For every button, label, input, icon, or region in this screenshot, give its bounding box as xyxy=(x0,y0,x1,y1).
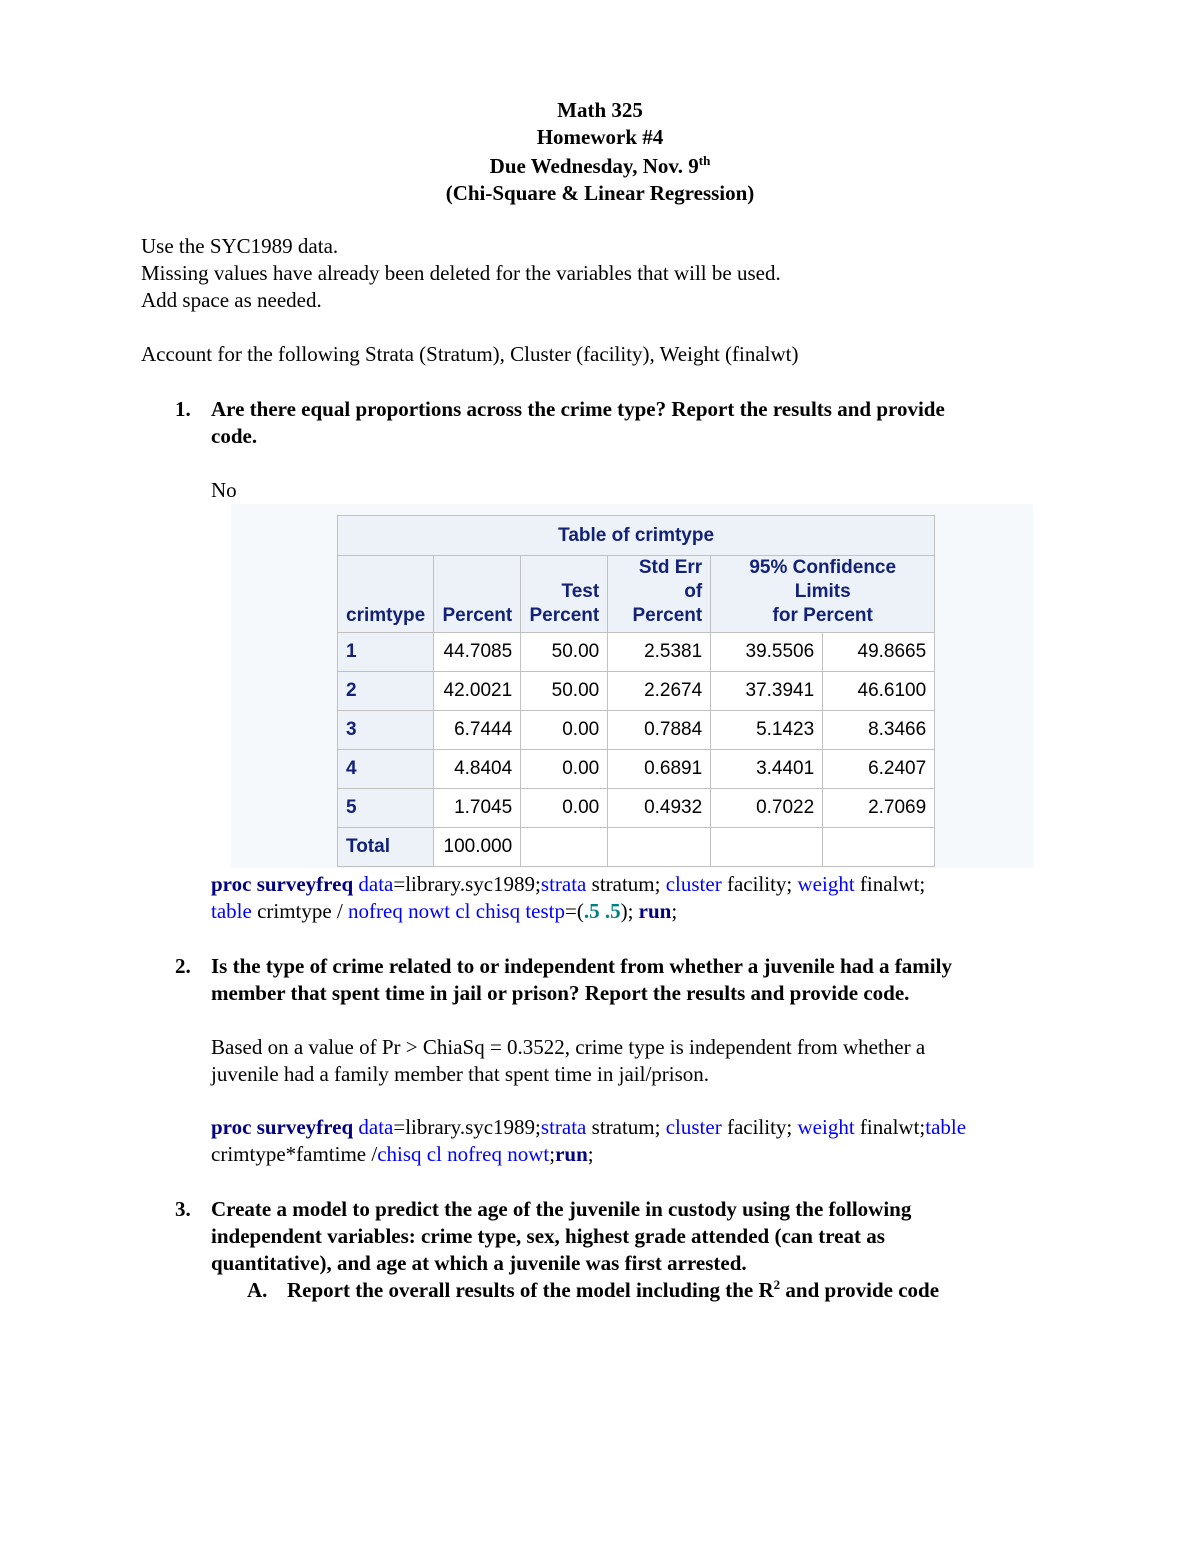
question-3-line-3: quantitative), and age at which a juvenile was first arrested. xyxy=(211,1251,747,1275)
code-token: ; xyxy=(587,1142,594,1166)
code-token: finalwt; xyxy=(854,1115,926,1139)
question-2-line-1: Is the type of crime related to or independent from whether a juvenile had a family xyxy=(211,954,952,978)
code-token: crimtype*famtime / xyxy=(211,1142,378,1166)
cell-stderr: 0.6891 xyxy=(608,750,711,789)
table-row xyxy=(338,789,935,828)
code-token: run xyxy=(638,899,672,923)
code-token: table xyxy=(211,899,252,923)
code-token: =library.syc1989; xyxy=(393,1115,541,1139)
header-stderr-2: Percent xyxy=(632,605,703,626)
code-token: facility; xyxy=(721,1115,798,1139)
header-ci-2: for Percent xyxy=(772,605,873,626)
code-token: =library.syc1989; xyxy=(393,872,541,896)
row-label: 3 xyxy=(338,711,434,750)
cell-test: 0.00 xyxy=(521,789,608,828)
code-token: stratum; xyxy=(586,872,666,896)
due-date xyxy=(0,153,1200,180)
code-token: data xyxy=(358,1115,394,1139)
cell-upper: 6.2407 xyxy=(823,750,935,789)
question-2-number: 2. xyxy=(175,954,191,978)
r-squared-superscript: 2 xyxy=(773,1277,781,1292)
q2-code-line-2 xyxy=(211,1141,594,1168)
code-token: strata xyxy=(540,1115,587,1139)
cell-test xyxy=(521,828,608,867)
intro-line-2: Missing values have already been deleted for the variables that will be used. xyxy=(141,261,781,285)
code-token: crimtype / xyxy=(251,899,349,923)
code-token: strata xyxy=(540,872,587,896)
cell-lower: 0.7022 xyxy=(711,789,823,828)
cell-percent: 1.7045 xyxy=(434,789,521,828)
cell-stderr: 0.7884 xyxy=(608,711,711,750)
table-title: Table of crimtype xyxy=(338,516,935,556)
code-token: weight xyxy=(797,1115,855,1139)
code-token: proc surveyfreq xyxy=(211,1115,354,1139)
question-3a-text xyxy=(287,1277,939,1304)
cell-stderr: 0.4932 xyxy=(608,789,711,828)
row-label: 5 xyxy=(338,789,434,828)
due-date-text: Due Wednesday, Nov. 9 xyxy=(489,154,699,178)
table-row xyxy=(338,672,935,711)
cell-test: 0.00 xyxy=(521,711,608,750)
cell-test: 0.00 xyxy=(521,750,608,789)
code-token: chisq cl nofreq nowt xyxy=(377,1142,550,1166)
cell-test: 50.00 xyxy=(521,633,608,672)
row-label: Total xyxy=(338,828,434,867)
question-1-number: 1. xyxy=(175,397,191,421)
question-3-line-2: independent variables: crime type, sex, highest grade attended (can treat as xyxy=(211,1224,885,1248)
code-token: table xyxy=(925,1115,967,1139)
code-token: ; xyxy=(549,1142,556,1166)
code-token: cluster xyxy=(665,1115,722,1139)
header-ci-1: 95% Confidence Limits xyxy=(749,557,897,602)
cell-percent: 42.0021 xyxy=(434,672,521,711)
header-confidence-limits xyxy=(711,556,935,633)
intro-line-3: Add space as needed. xyxy=(141,288,322,312)
cell-lower: 39.5506 xyxy=(711,633,823,672)
crimtype-table xyxy=(337,515,935,867)
q1-code-line-2 xyxy=(211,898,677,925)
code-token: data xyxy=(358,872,394,896)
cell-percent: 100.000 xyxy=(434,828,521,867)
cell-percent: 44.7085 xyxy=(434,633,521,672)
question-3-number: 3. xyxy=(175,1197,191,1221)
cell-stderr xyxy=(608,828,711,867)
question-3a-tail: and provide code xyxy=(780,1278,940,1302)
question-1-line-1: Are there equal proportions across the crime type? Report the results and provide xyxy=(211,397,945,421)
header-test-2: Percent xyxy=(529,605,600,626)
header-test-1: Test xyxy=(561,581,600,602)
question-2-line-2: member that spent time in jail or prison? Report the results and provide code. xyxy=(211,981,910,1005)
cell-upper xyxy=(823,828,935,867)
code-token: .5 .5 xyxy=(583,899,621,923)
cell-stderr: 2.5381 xyxy=(608,633,711,672)
cell-lower: 37.3941 xyxy=(711,672,823,711)
cell-upper: 8.3466 xyxy=(823,711,935,750)
due-date-suffix: th xyxy=(698,153,711,168)
homework-title: Homework #4 xyxy=(536,125,664,149)
table-row xyxy=(338,711,935,750)
header-test-percent xyxy=(521,556,608,633)
code-token: cluster xyxy=(665,872,722,896)
cell-test: 50.00 xyxy=(521,672,608,711)
cell-lower: 5.1423 xyxy=(711,711,823,750)
header-crimtype: crimtype xyxy=(338,556,434,633)
header-stderr xyxy=(608,556,711,633)
header-stderr-1: Std Err of xyxy=(638,557,703,602)
question-1-line-2: code. xyxy=(211,424,258,448)
code-token: facility; xyxy=(721,872,798,896)
code-token: ); xyxy=(620,899,639,923)
cell-lower: 3.4401 xyxy=(711,750,823,789)
code-token: =( xyxy=(565,899,584,923)
question-2-answer-2: juvenile had a family member that spent time in jail/prison. xyxy=(211,1062,710,1086)
q1-code-line-1 xyxy=(211,871,925,898)
table-row xyxy=(338,750,935,789)
code-token: proc surveyfreq xyxy=(211,872,354,896)
code-token: stratum; xyxy=(586,1115,666,1139)
topic-title: (Chi-Square & Linear Regression) xyxy=(445,181,755,205)
course-title: Math 325 xyxy=(557,98,643,122)
row-label: 4 xyxy=(338,750,434,789)
question-2-answer-1: Based on a value of Pr > ChiaSq = 0.3522, crime type is independent from whether a xyxy=(211,1035,926,1059)
cell-upper: 49.8665 xyxy=(823,633,935,672)
table-row xyxy=(338,633,935,672)
code-token: finalwt; xyxy=(854,872,926,896)
cell-percent: 4.8404 xyxy=(434,750,521,789)
intro-line-1: Use the SYC1989 data. xyxy=(141,234,339,258)
code-token: nofreq nowt cl chisq testp xyxy=(348,899,565,923)
question-3a-letter: A. xyxy=(247,1278,268,1302)
question-1-answer: No xyxy=(211,478,237,502)
header-percent: Percent xyxy=(434,556,521,633)
question-3-line-1: Create a model to predict the age of the juvenile in custody using the following xyxy=(211,1197,912,1221)
cell-upper: 46.6100 xyxy=(823,672,935,711)
cell-lower xyxy=(711,828,823,867)
cell-percent: 6.7444 xyxy=(434,711,521,750)
account-line: Account for the following Strata (Stratum), Cluster (facility), Weight (finalwt) xyxy=(141,342,799,366)
row-label: 2 xyxy=(338,672,434,711)
q2-code-line-1 xyxy=(211,1114,966,1141)
cell-upper: 2.7069 xyxy=(823,789,935,828)
cell-stderr: 2.2674 xyxy=(608,672,711,711)
question-3a-main: Report the overall results of the model including the R xyxy=(287,1278,774,1302)
code-token: run xyxy=(555,1142,588,1166)
code-token: weight xyxy=(797,872,855,896)
code-token: ; xyxy=(671,899,678,923)
table-row-total xyxy=(338,828,935,867)
row-label: 1 xyxy=(338,633,434,672)
